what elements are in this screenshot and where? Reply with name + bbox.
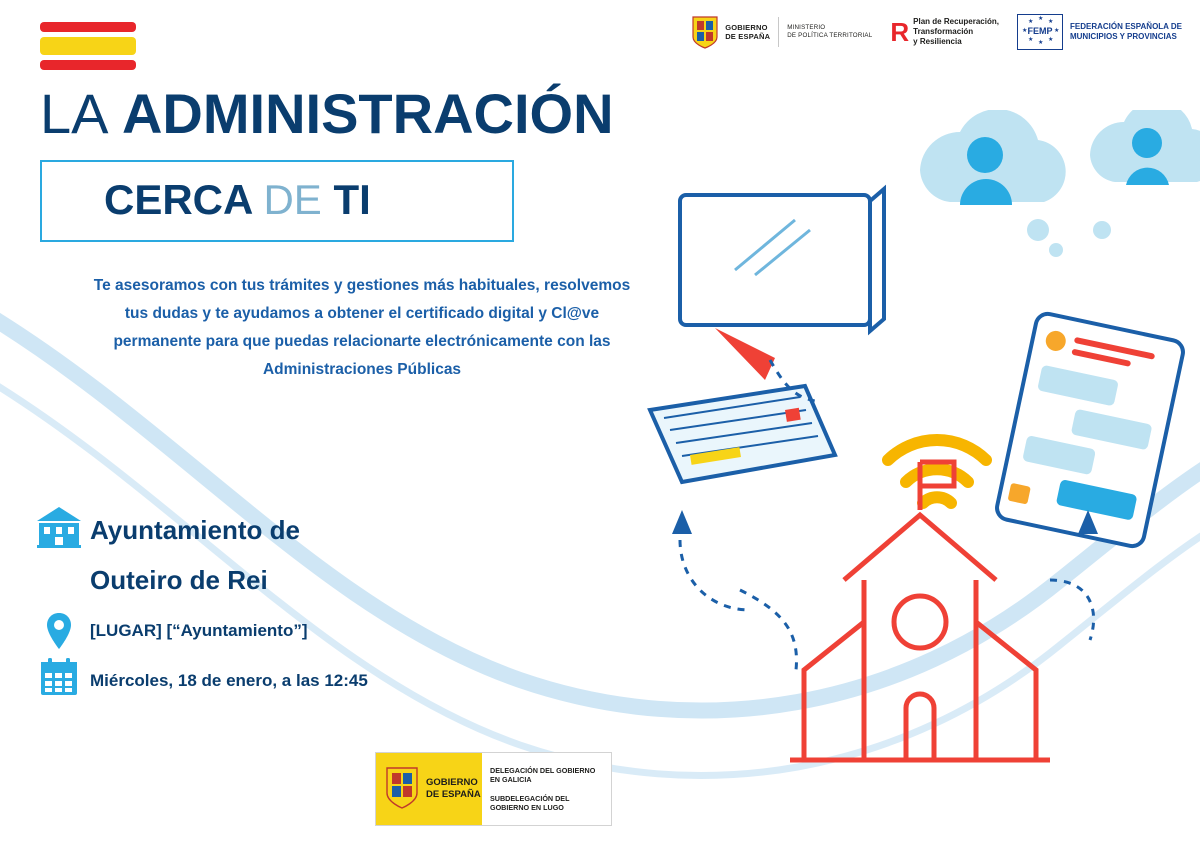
subtitle-box: [40, 160, 514, 242]
femp-line1: FEDERACIÓN ESPAÑOLA DE: [1069, 22, 1182, 31]
illustration: [620, 110, 1200, 830]
femp-mark: FEMP: [1027, 26, 1053, 36]
lead-paragraph: Te asesoramos con tus trámites y gestiones más habituales, resolvemos tus dudas y te ayudamos a obtener el certificado digital y Cl@ve permanente para que puedas relacionarte electrónicamente con las Administraciones Públicas: [93, 277, 631, 378]
footer-gob-line1: GOBIERNO: [426, 777, 478, 788]
title-de: DE: [263, 176, 322, 223]
page-title: [40, 84, 614, 144]
place-text: [LUGAR] [“Ayuntamiento”]: [90, 621, 308, 640]
title-la: LA: [40, 82, 109, 145]
place-row: [28, 611, 648, 651]
person-in-cloud-icon: [1090, 110, 1200, 185]
logo-divider: [778, 17, 779, 47]
date-text: Miércoles, 18 de enero, a las 12:45: [90, 671, 368, 690]
header-logos: [691, 14, 1182, 50]
eu-stars-icon: ★ ★ ★ ★ ★ ★ ★ ★ FEMP: [1017, 14, 1063, 50]
gobierno-line2: DE ESPAÑA: [725, 32, 771, 41]
calendar-icon: [39, 657, 79, 697]
spain-flag-bars-icon: [40, 22, 136, 78]
monitor-icon: [680, 189, 884, 380]
femp-line2: MUNICIPIOS Y PROVINCIAS: [1069, 32, 1177, 41]
organization-line2: Outeiro de Rei: [90, 565, 268, 595]
footer-text-delegacion: DELEGACIÓN DEL GOBIERNO EN GALICIA: [490, 766, 596, 784]
tablet-chat-icon: [995, 312, 1185, 549]
keyboard-icon: [650, 386, 835, 482]
prtr-line2: Transformación: [913, 27, 974, 36]
prtr-line1: Plan de Recuperación,: [913, 17, 999, 26]
organization-row: [28, 505, 648, 605]
town-hall-icon: [35, 505, 83, 549]
wifi-signal-icon: [888, 440, 986, 503]
ministerio-line1: MINISTERIO: [787, 24, 826, 31]
map-pin-icon: [44, 611, 74, 651]
coat-of-arms-icon: [384, 766, 420, 810]
footer-text-subdelegacion: SUBDELEGACIÓN DEL GOBIERNO EN LUGO: [490, 794, 570, 812]
ministerio-line2: DE POLÍTICA TERRITORIAL: [787, 32, 873, 39]
person-in-cloud-icon: [920, 110, 1066, 205]
plan-recuperacion-logo: [890, 17, 999, 47]
gobierno-de-espana-ministerio-logo: [691, 15, 872, 49]
date-row: [28, 657, 648, 697]
prtr-line3: y Resiliencia: [913, 37, 962, 46]
coat-of-arms-icon: [691, 15, 719, 49]
title-cerca: CERCA: [104, 176, 252, 223]
gobierno-line1: GOBIERNO: [725, 22, 768, 32]
title-ti: TI: [333, 176, 371, 223]
title-administracion: ADMINISTRACIÓN: [121, 82, 614, 145]
footer-gob-line2: DE ESPAÑA: [426, 789, 481, 800]
femp-logo: [1017, 14, 1182, 50]
event-info: [28, 505, 648, 703]
delegacion-gobierno-galicia-logo: [375, 752, 612, 826]
organization-line1: Ayuntamiento de: [90, 515, 300, 545]
prtr-mark: R: [890, 17, 908, 47]
